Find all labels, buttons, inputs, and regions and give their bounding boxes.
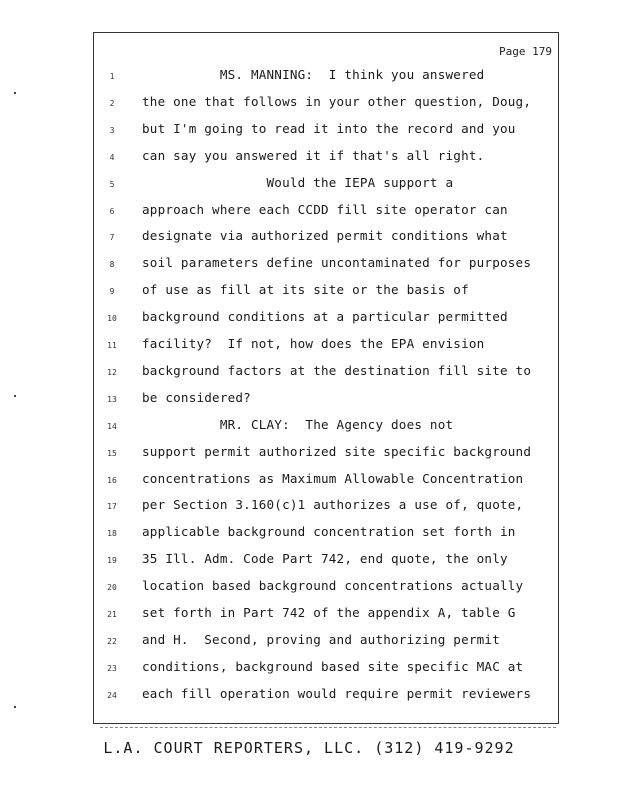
line-text: facility? If not, how does the EPA envision — [142, 336, 485, 351]
line-number: 6 — [109, 206, 115, 216]
line-text: designate via authorized permit conditions what — [142, 228, 508, 244]
transcript-line — [94, 417, 558, 437]
line-text: location based background concentrations actually — [142, 578, 524, 594]
transcript-line — [94, 94, 558, 114]
line-number: 22 — [107, 636, 117, 646]
line-text: and H. Second, proving and authorizing permit — [142, 631, 500, 647]
transcript-line — [94, 659, 558, 679]
line-number: 1 — [109, 72, 115, 81]
line-text: the one that follows in your other question, Doug, — [142, 93, 532, 109]
line-text: Would the IEPA support a — [142, 174, 454, 190]
line-number: 8 — [109, 260, 115, 270]
line-text: of use as fill at its site or the basis of — [142, 282, 469, 298]
transcript-line — [94, 175, 558, 195]
line-text: applicable background concentration set forth in — [142, 524, 516, 540]
transcript-line — [94, 202, 558, 222]
line-text: conditions, background based site specific MAC at — [142, 658, 524, 674]
line-number: 17 — [107, 502, 117, 512]
line-number: 15 — [107, 448, 117, 458]
transcript-line — [94, 121, 558, 141]
transcript-line — [94, 282, 558, 302]
transcript-line — [94, 363, 558, 383]
line-number: 12 — [107, 367, 117, 377]
transcript-line — [94, 228, 558, 248]
line-text: be considered? — [142, 389, 251, 405]
line-number: 20 — [107, 583, 117, 593]
line-text: background conditions at a particular permitted — [142, 309, 508, 325]
line-number: 11 — [107, 341, 117, 350]
transcript-line — [94, 605, 558, 625]
transcript-line — [94, 444, 558, 464]
court-reporter-footer: L.A. COURT REPORTERS, LLC. (312) 419-9292 — [103, 739, 515, 757]
transcript-line — [94, 471, 558, 491]
transcript-line — [94, 309, 558, 329]
line-text: each fill operation would require permit reviewers — [142, 685, 532, 701]
transcript-line — [94, 336, 558, 356]
transcript-line — [94, 390, 558, 410]
line-number: 14 — [107, 421, 117, 431]
transcript-line — [94, 578, 558, 598]
line-text: MS. MANNING: I think you answered — [142, 67, 485, 82]
scan-speck — [14, 395, 16, 397]
line-text: MR. CLAY: The Agency does not — [142, 416, 454, 432]
transcript-line — [94, 686, 558, 706]
line-text: soil parameters define uncontaminated for purposes — [142, 255, 532, 271]
transcript-line — [94, 551, 558, 571]
line-number: 18 — [107, 529, 117, 539]
page-number: Page 179 — [499, 45, 552, 58]
line-text: support permit authorized site specific background — [142, 443, 532, 459]
transcript-line — [94, 148, 558, 168]
line-number: 16 — [107, 475, 117, 485]
line-number: 23 — [107, 663, 117, 673]
footer-divider — [100, 727, 556, 728]
transcript-line — [94, 497, 558, 517]
line-text: can say you answered it if that's all right. — [142, 147, 485, 163]
line-text: concentrations as Maximum Allowable Concentration — [142, 470, 524, 486]
line-number: 9 — [109, 287, 115, 297]
line-text: per Section 3.160(c)1 authorizes a use of, quote, — [142, 497, 524, 513]
line-text: approach where each CCDD fill site operator can — [142, 201, 508, 217]
line-text: set forth in Part 742 of the appendix A, table G — [142, 605, 516, 620]
line-number: 3 — [109, 125, 115, 135]
line-number: 5 — [109, 179, 115, 189]
line-number: 10 — [107, 314, 117, 324]
line-number: 7 — [109, 233, 115, 243]
transcript-line — [94, 524, 558, 544]
line-number: 2 — [109, 98, 115, 108]
line-number: 19 — [107, 556, 117, 566]
line-text: but I'm going to read it into the record and you — [142, 120, 516, 136]
transcript-line — [94, 255, 558, 275]
line-number: 21 — [107, 610, 117, 619]
line-number: 4 — [109, 152, 115, 162]
transcript-page — [93, 32, 559, 724]
line-text: background factors at the destination fill site to — [142, 362, 532, 378]
transcript-line — [94, 67, 558, 87]
line-number: 13 — [107, 394, 117, 404]
scan-speck — [14, 706, 16, 708]
line-number: 24 — [107, 690, 117, 700]
scan-speck — [14, 92, 16, 94]
transcript-line — [94, 632, 558, 652]
line-text: 35 Ill. Adm. Code Part 742, end quote, the only — [142, 551, 508, 567]
